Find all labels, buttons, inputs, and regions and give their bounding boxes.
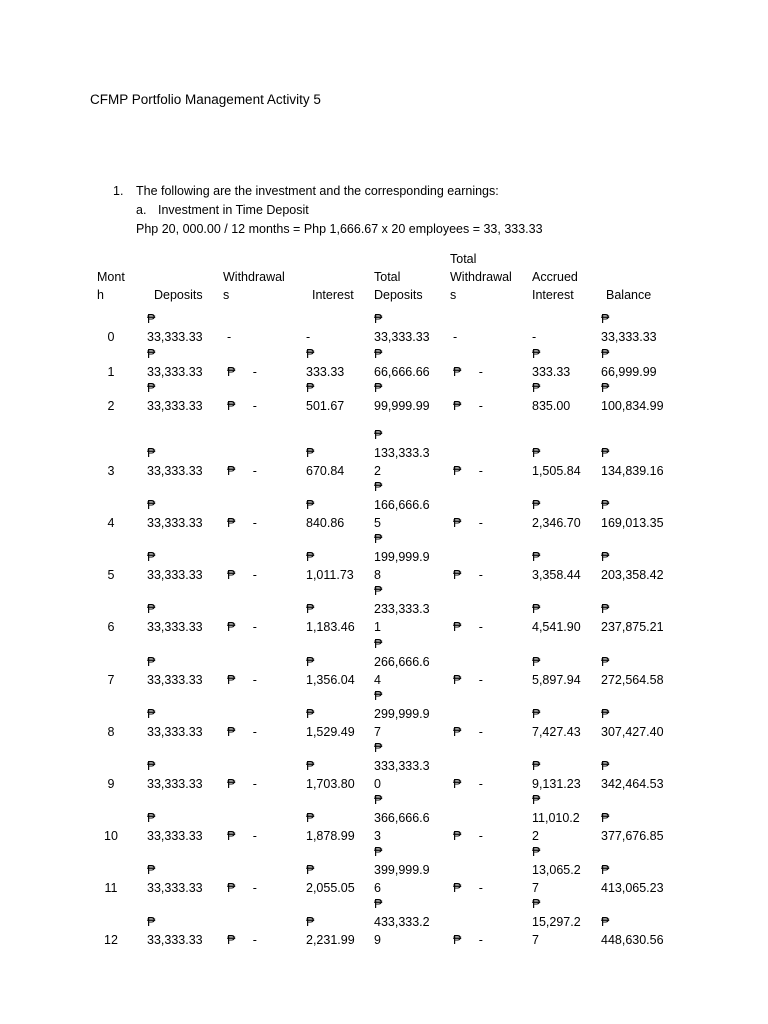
table-cell-deposits: ₱ 33,333.33 [147,446,203,478]
table-cell-accrued-interest: ₱ 1,505.84 [532,446,581,478]
header-total-deposits: Total Deposits [374,270,423,302]
header-balance: Balance [606,288,652,302]
table-cell-total-deposits: ₱ 233,333.3 1 [374,584,430,634]
table-cell-withdrawals: ₱ - [227,725,257,739]
table-cell-deposits: ₱ 33,333.33 [147,347,203,379]
table-cell-month: 5 [107,568,115,582]
table-cell-total-withdrawals: ₱ - [453,933,483,947]
table-cell-month: 4 [107,516,115,530]
table-cell-month: 12 [104,933,118,947]
table-cell-balance: ₱ 100,834.99 [601,381,664,413]
table-cell-interest: ₱ 840.86 [306,498,345,530]
table-cell-month: 6 [107,620,115,634]
header-withdrawals: Withdrawal s [223,270,285,302]
table-cell-accrued-interest: ₱ 5,897.94 [532,655,581,687]
table-cell-accrued-interest: ₱ 3,358.44 [532,550,581,582]
table-cell-balance: ₱ 307,427.40 [601,707,664,739]
table-cell-interest: - [306,330,311,344]
table-cell-balance: ₱ 413,065.23 [601,863,664,895]
table-cell-accrued-interest: ₱ 11,010.2 2 [532,793,580,843]
table-cell-interest: ₱ 2,055.05 [306,863,355,895]
table-cell-withdrawals: ₱ - [227,829,257,843]
table-cell-balance: ₱ 448,630.56 [601,915,664,947]
table-cell-balance: ₱ 134,839.16 [601,446,664,478]
table-cell-total-withdrawals: ₱ - [453,399,483,413]
table-cell-withdrawals: ₱ - [227,673,257,687]
table-cell-balance: ₱ 377,676.85 [601,811,664,843]
table-cell-deposits: ₱ 33,333.33 [147,759,203,791]
table-cell-accrued-interest: ₱ 9,131.23 [532,759,581,791]
table-cell-total-withdrawals: ₱ - [453,464,483,478]
table-cell-total-deposits: ₱ 299,999.9 7 [374,689,430,739]
table-cell-withdrawals: ₱ - [227,365,257,379]
header-total-withdrawals: Total Withdrawal s [450,252,512,302]
table-cell-total-deposits: ₱ 133,333.3 2 [374,428,430,478]
table-cell-interest: ₱ 1,183.46 [306,602,355,634]
table-cell-total-withdrawals: ₱ - [453,620,483,634]
table-cell-month: 2 [107,399,115,413]
table-cell-deposits: ₱ 33,333.33 [147,863,203,895]
table-cell-interest: ₱ 2,231.99 [306,915,355,947]
table-cell-total-withdrawals: ₱ - [453,568,483,582]
table-cell-total-deposits: ₱ 433,333.2 9 [374,897,430,947]
table-cell-total-deposits: ₱ 99,999.99 [374,381,430,413]
table-cell-deposits: ₱ 33,333.33 [147,602,203,634]
sub-item-text: Investment in Time Deposit [158,203,309,217]
table-cell-balance: ₱ 272,564.58 [601,655,664,687]
table-cell-total-withdrawals: ₱ - [453,365,483,379]
header-interest: Interest [312,288,354,302]
table-cell-deposits: ₱ 33,333.33 [147,707,203,739]
table-cell-total-withdrawals: ₱ - [453,829,483,843]
table-cell-balance: ₱ 169,013.35 [601,498,664,530]
table-cell-deposits: ₱ 33,333.33 [147,381,203,413]
table-cell-interest: ₱ 1,703.80 [306,759,355,791]
table-cell-accrued-interest: - [532,330,537,344]
table-cell-withdrawals: ₱ - [227,777,257,791]
table-cell-interest: ₱ 1,356.04 [306,655,355,687]
table-cell-interest: ₱ 1,011.73 [306,550,354,582]
table-cell-deposits: ₱ 33,333.33 [147,312,203,344]
table-cell-total-deposits: ₱ 399,999.9 6 [374,845,430,895]
table-cell-total-deposits: ₱ 199,999.9 8 [374,532,430,582]
table-cell-accrued-interest: ₱ 2,346.70 [532,498,581,530]
table-cell-withdrawals: - [227,330,232,344]
table-cell-total-deposits: ₱ 66,666.66 [374,347,430,379]
table-cell-total-withdrawals: ₱ - [453,673,483,687]
table-cell-total-withdrawals: ₱ - [453,881,483,895]
table-cell-deposits: ₱ 33,333.33 [147,915,203,947]
table-cell-total-withdrawals: ₱ - [453,516,483,530]
table-cell-accrued-interest: ₱ 15,297.2 7 [532,897,581,947]
question-text: The following are the investment and the corresponding earnings: [136,184,499,198]
table-cell-total-deposits: ₱ 33,333.33 [374,312,430,344]
table-cell-month: 11 [104,881,118,895]
table-cell-total-deposits: ₱ 166,666.6 5 [374,480,430,530]
table-cell-balance: ₱ 342,464.53 [601,759,664,791]
header-month: Mont h [97,270,125,302]
table-cell-accrued-interest: ₱ 4,541.90 [532,602,581,634]
table-cell-total-withdrawals: - [453,330,458,344]
table-cell-withdrawals: ₱ - [227,464,257,478]
table-cell-interest: ₱ 333.33 [306,347,345,379]
table-cell-total-withdrawals: ₱ - [453,777,483,791]
table-cell-total-withdrawals: ₱ - [453,725,483,739]
question-number: 1. [113,184,124,198]
table-cell-balance: ₱ 33,333.33 [601,312,657,344]
table-cell-interest: ₱ 1,529.49 [306,707,355,739]
table-cell-balance: ₱ 203,358.42 [601,550,664,582]
table-cell-month: 9 [107,777,115,791]
table-cell-accrued-interest: ₱ 7,427.43 [532,707,581,739]
table-cell-month: 1 [107,365,115,379]
table-cell-accrued-interest: ₱ 13,065.2 7 [532,845,581,895]
table-cell-total-deposits: ₱ 333,333.3 0 [374,741,430,791]
table-cell-withdrawals: ₱ - [227,568,257,582]
table-cell-deposits: ₱ 33,333.33 [147,550,203,582]
table-cell-balance: ₱ 66,999.99 [601,347,657,379]
table-cell-deposits: ₱ 33,333.33 [147,811,203,843]
table-cell-balance: ₱ 237,875.21 [601,602,664,634]
table-cell-withdrawals: ₱ - [227,620,257,634]
table-cell-withdrawals: ₱ - [227,881,257,895]
table-cell-withdrawals: ₱ - [227,516,257,530]
table-cell-deposits: ₱ 33,333.33 [147,498,203,530]
table-cell-month: 3 [107,464,115,478]
formula-text: Php 20, 000.00 / 12 months = Php 1,666.67 x 20 employees = 33, 333.33 [136,222,543,236]
table-cell-accrued-interest: ₱ 333.33 [532,347,571,379]
table-cell-deposits: ₱ 33,333.33 [147,655,203,687]
table-cell-month: 8 [107,725,115,739]
table-cell-month: 10 [104,829,118,843]
table-cell-withdrawals: ₱ - [227,933,257,947]
sub-item-letter: a. [136,203,147,217]
table-cell-month: 0 [107,330,115,344]
header-accrued-interest: Accrued Interest [532,270,578,302]
table-cell-interest: ₱ 501.67 [306,381,345,413]
table-cell-total-deposits: ₱ 266,666.6 4 [374,637,430,687]
table-cell-interest: ₱ 670.84 [306,446,345,478]
table-cell-interest: ₱ 1,878.99 [306,811,355,843]
table-cell-accrued-interest: ₱ 835.00 [532,381,571,413]
document-title: CFMP Portfolio Management Activity 5 [90,92,321,107]
table-cell-month: 7 [107,673,115,687]
table-cell-withdrawals: ₱ - [227,399,257,413]
header-deposits: Deposits [154,288,203,302]
table-cell-total-deposits: ₱ 366,666.6 3 [374,793,430,843]
